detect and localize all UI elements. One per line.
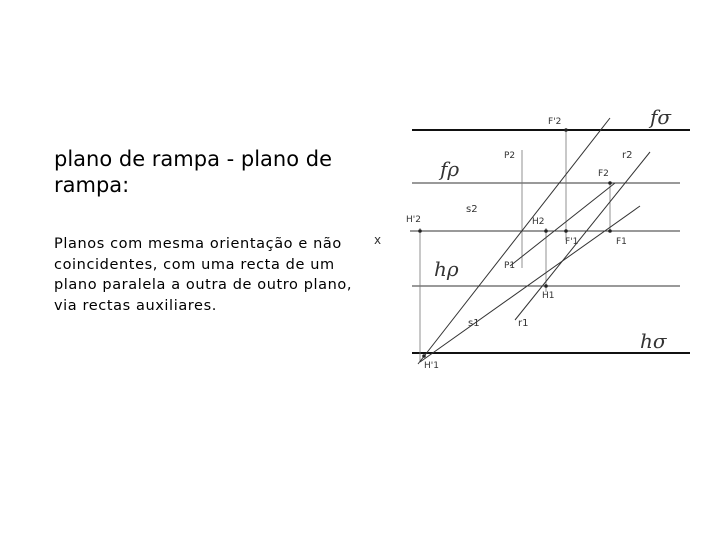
label-H1: H1 <box>542 291 555 301</box>
slide-body-text: Planos com mesma orientação e não coincidentes, com uma recta de um plano paralela a outra de outro plano, via rectas auxiliares. <box>54 236 353 314</box>
label-h-rho: hρ <box>434 257 459 281</box>
point-F1 <box>608 229 612 233</box>
point-H1p <box>422 354 426 358</box>
point-F2p <box>564 128 568 132</box>
label-f-rho: fρ <box>440 157 460 181</box>
label-F1p: F'1 <box>565 237 579 247</box>
slide-title: plano de rampa - plano de rampa: <box>54 147 332 197</box>
label-H2p: H'2 <box>406 215 421 225</box>
label-P1: P1 <box>504 261 516 271</box>
label-F1: F1 <box>616 237 627 247</box>
line-s <box>420 206 640 362</box>
label-r1: r1 <box>518 318 529 329</box>
label-r2: r2 <box>622 150 633 161</box>
label-F2: F2 <box>598 169 609 179</box>
line-s2 <box>510 183 615 266</box>
point-H2 <box>544 229 548 233</box>
label-h-sigma: hσ <box>640 329 667 353</box>
line-r2 <box>515 152 650 320</box>
label-s1: s1 <box>468 318 480 329</box>
label-s2: s2 <box>466 204 478 215</box>
descriptive-geometry-drawing <box>360 95 700 380</box>
label-P2: P2 <box>504 151 516 161</box>
point-H2p <box>418 229 422 233</box>
point-F1p <box>564 229 568 233</box>
label-H2: H2 <box>532 217 545 227</box>
point-F2 <box>608 181 612 185</box>
label-f-sigma: fσ <box>650 105 672 129</box>
point-H1 <box>544 284 548 288</box>
label-x-axis: x <box>374 233 382 247</box>
label-F2p: F'2 <box>548 117 562 127</box>
label-H1p: H'1 <box>424 361 439 371</box>
